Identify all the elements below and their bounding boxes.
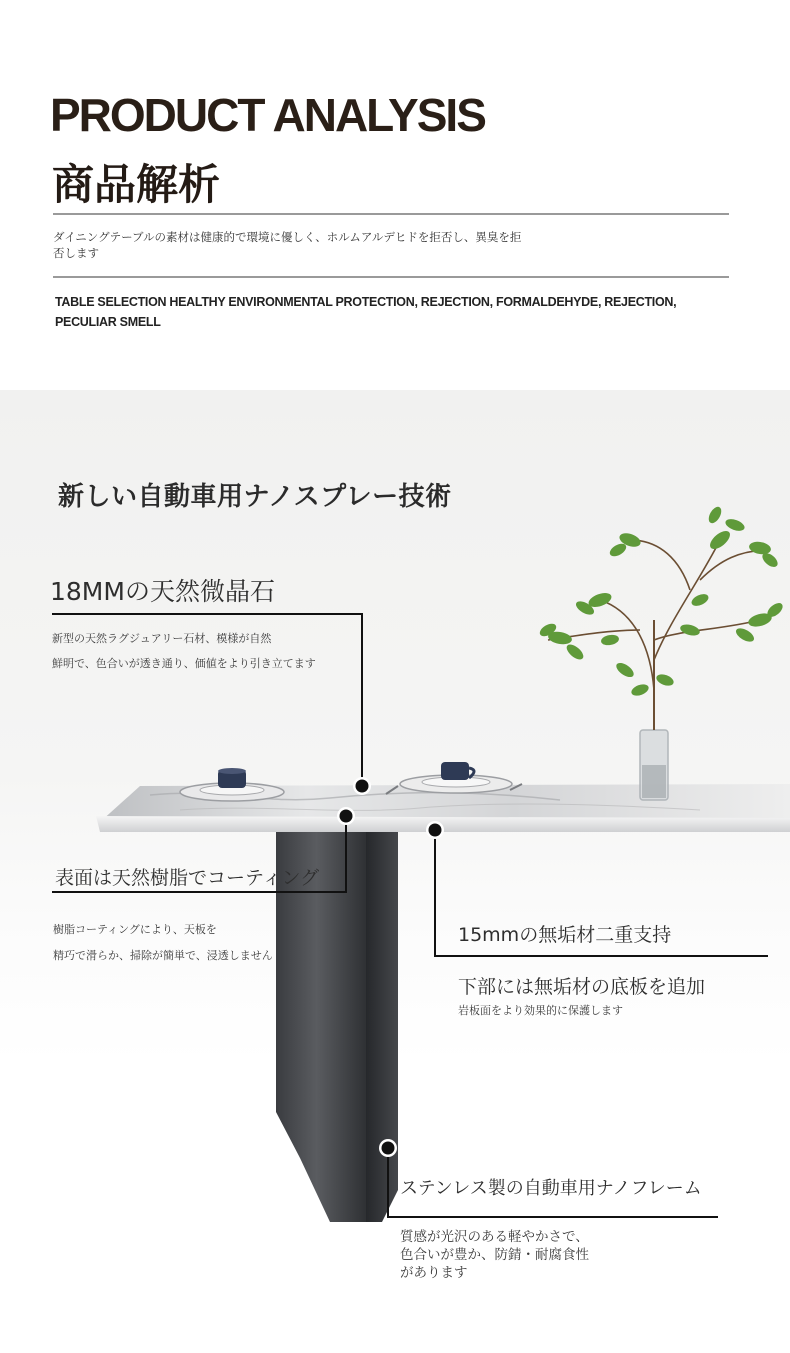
feature-frame-line3: があります: [400, 1265, 468, 1281]
plant-icon: [548, 540, 770, 690]
feature-support-title: 15mmの無垢材二重支持: [458, 924, 672, 946]
feature-frame-title: ステンレス製の自動車用ナノフレーム: [400, 1178, 702, 1199]
feature-frame-line2: 色合いが豊か、防錆・耐腐食性: [400, 1247, 589, 1263]
divider: [53, 213, 729, 215]
callout-dot-icon: [426, 821, 444, 839]
callout-dot-icon: [379, 1139, 397, 1157]
callout-dot-icon: [337, 807, 355, 825]
feature-stone-line2: 鮮明で、色合いが透き通り、価値をより引き立てます: [52, 657, 316, 670]
feature-coating-line1: 樹脂コーティングにより、天板を: [53, 923, 217, 936]
cup-icon: [218, 768, 246, 788]
callout-dot-icon: [353, 777, 371, 795]
header-section: [0, 0, 790, 390]
description-en: TABLE SELECTION HEALTHY ENVIRONMENTAL PROTECTION, REJECTION, FORMALDEHYDE, REJECTION, PECULIAR SMELL: [55, 295, 677, 329]
plant-leaves: [538, 505, 785, 698]
page-title-en: PRODUCT ANALYSIS: [50, 89, 485, 141]
cup-icon: [441, 762, 474, 780]
feature-stone-line1: 新型の天然ラグジュアリー石材、模様が自然: [52, 632, 272, 645]
feature-stone-title: 18MMの天然微晶石: [50, 577, 275, 606]
feature-support-subtitle: 下部には無垢材の底板を追加: [458, 976, 706, 998]
callout-lines: [52, 614, 768, 1217]
product-scene: [0, 390, 790, 1353]
feature-frame-line1: 質感が光沢のある軽やかさで、: [400, 1229, 589, 1245]
feature-coating-title: 表面は天然樹脂でコーティング: [55, 867, 320, 889]
feature-support-line1: 岩板面をより効果的に保護します: [458, 1004, 623, 1017]
scene-title: 新しい自動車用ナノスプレー技術: [58, 482, 452, 512]
description-jp: ダイニングテーブルの素材は健康的で環境に優しく、ホルムアルデヒドを拒否し、異臭を拒否します: [53, 230, 522, 260]
divider: [53, 276, 729, 278]
page-title-jp: 商品解析: [52, 160, 221, 209]
feature-coating-line2: 精巧で滑らか、掃除が簡単で、浸透しません: [53, 949, 273, 962]
